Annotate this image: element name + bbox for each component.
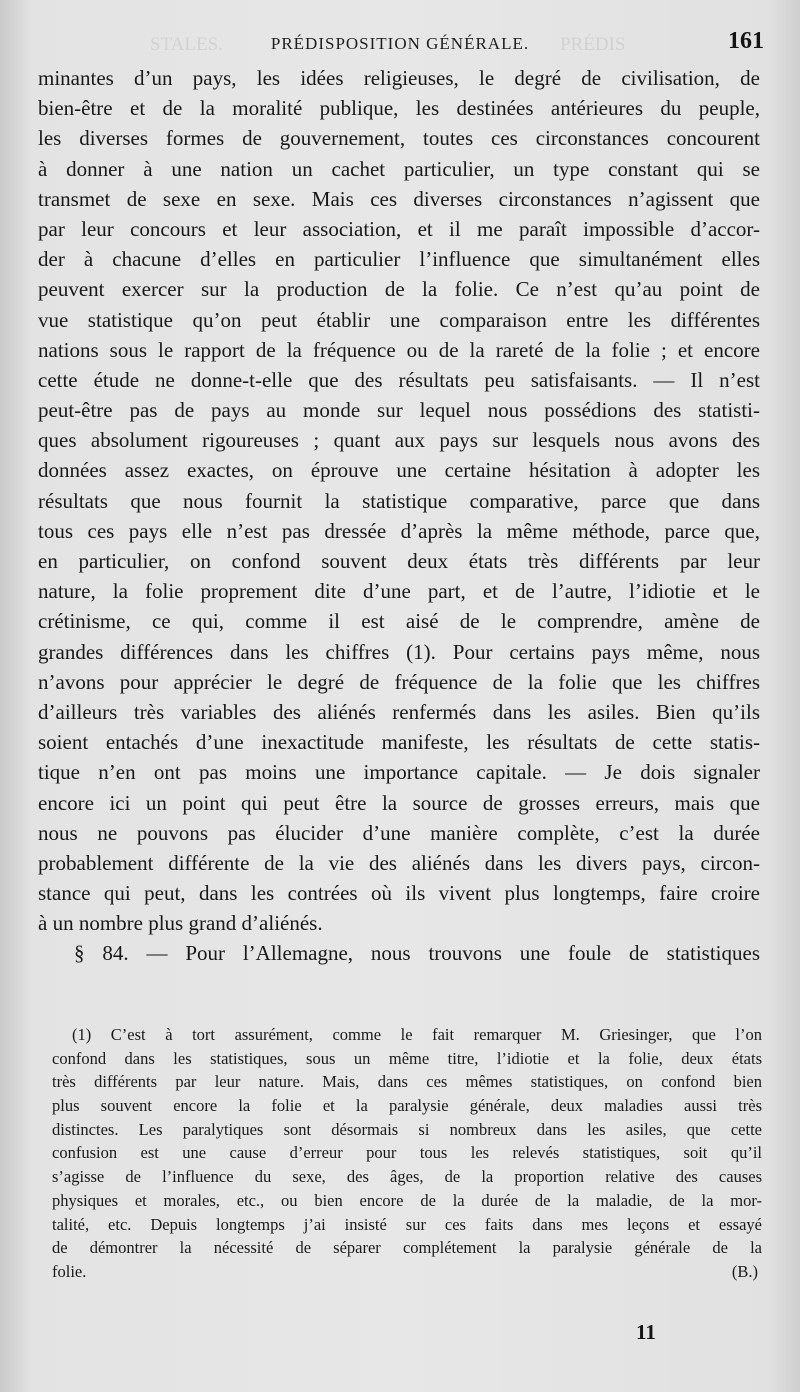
- footnote: [52, 1023, 762, 1284]
- text-line: nous ne pouvons pas élucider d’une manière complète, c’est la durée: [38, 820, 760, 845]
- footnote-line: très différents par leur nature. Mais, dans ces mêmes statistiques, on confond bien: [52, 1072, 762, 1092]
- footnote-line: confond dans les statistiques, sous un même titre, l’idiotie et la folie, deux états: [52, 1048, 762, 1068]
- footnote-line: confusion est une cause d’erreur pour tous les relevés statistiques, soit qu’il: [52, 1143, 762, 1163]
- page-number: 161: [728, 28, 764, 54]
- footnote-line: de démontrer la nécessité de séparer complétement la paralysie générale de la: [52, 1238, 762, 1258]
- page-header: [36, 28, 764, 64]
- text-line: à un nombre plus grand d’aliénés.: [38, 911, 323, 936]
- text-line: nations sous le rapport de la fréquence ou de la rareté de la folie ; et encore: [38, 337, 760, 362]
- footnote-line: plus souvent encore la folie et la paralysie générale, deux maladies aussi très: [52, 1096, 762, 1116]
- footnote-line: folie.: [52, 1261, 87, 1281]
- show-through-text: STALES.: [150, 34, 223, 55]
- text-line: d’ailleurs très variables des aliénés renfermés dans les asiles. Bien qu’ils: [38, 699, 760, 724]
- text-line: peuvent exercer sur la production de la folie. Ce n’est qu’au point de: [38, 277, 760, 302]
- text-line: données assez exactes, on éprouve une certaine hésitation à adopter les: [38, 458, 760, 483]
- footnote-last-line: [52, 1260, 762, 1284]
- text-line: les diverses formes de gouvernement, toutes ces circonstances concourent: [38, 126, 760, 151]
- footnote-attribution: (B.): [731, 1261, 758, 1281]
- show-through-text: PRÉDIS: [560, 34, 626, 55]
- text-line: à donner à une nation un cachet particulier, un type constant qui se: [38, 156, 760, 181]
- text-line: encore ici un point qui peut être la source de grosses erreurs, mais que: [38, 790, 760, 815]
- text-line: soient entachés d’une inexactitude manifeste, les résultats de cette statis-: [38, 730, 760, 755]
- text-line: minantes d’un pays, les idées religieuses, le degré de civilisation, de: [38, 66, 760, 90]
- text-line: crétinisme, ce qui, comme il est aisé de le comprendre, amène de: [38, 609, 760, 634]
- main-text: [38, 63, 760, 969]
- text-line: transmet de sexe en sexe. Mais ces diverses circonstances n’agissent que: [38, 186, 760, 211]
- section-start-line: § 84. — Pour l’Allemagne, nous trouvons une foule de statistiques: [74, 941, 760, 966]
- text-line: probablement différente de la vie des aliénés dans les divers pays, circon-: [38, 850, 760, 875]
- text-line: résultats que nous fournit la statistique comparative, parce que dans: [38, 488, 760, 513]
- text-line: tique n’en ont pas moins une importance capitale. — Je dois signaler: [38, 760, 760, 785]
- footnote-line: distinctes. Les paralytiques sont désormais si nombreux dans les asiles, que cette: [52, 1119, 762, 1139]
- text-line: par leur concours et leur association, et il me paraît impossible d’accor-: [38, 216, 760, 241]
- text-line: bien-être et de la moralité publique, les destinées antérieures du peuple,: [38, 96, 760, 121]
- text-line: en particulier, on confond souvent deux états très différents par leur: [38, 549, 760, 573]
- footnote-line: s’agisse de l’influence du sexe, des âges, de la proportion relative des causes: [52, 1167, 762, 1187]
- footnote-line: talité, etc. Depuis longtemps j’ai insisté sur ces faits dans mes leçons et essayé: [52, 1214, 762, 1234]
- text-line: n’avons pour apprécier le degré de fréquence de la folie que les chiffres: [38, 669, 760, 694]
- signature-mark: 11: [636, 1320, 656, 1344]
- footnote-line: (1) C’est à tort assurément, comme le fait remarquer M. Griesinger, que l’on: [72, 1025, 762, 1044]
- text-line: peut-être pas de pays au monde sur lequel nous possédions des statisti-: [38, 398, 760, 423]
- text-line: ques absolument rigoureuses ; quant aux pays sur lesquels nous avons des: [38, 428, 760, 453]
- text-line: stance qui peut, dans les contrées où ils vivent plus longtemps, faire croire: [38, 881, 760, 906]
- text-line: nature, la folie proprement dite d’une part, et de l’autre, l’idiotie et le: [38, 579, 760, 604]
- text-line: tous ces pays elle n’est pas dressée d’après la même méthode, parce que,: [38, 518, 760, 543]
- text-line: vue statistique qu’on peut établir une comparaison entre les différentes: [38, 307, 760, 332]
- text-line: der à chacune d’elles en particulier l’influence que simultanément elles: [38, 247, 760, 272]
- footnote-line: physiques et morales, etc., ou bien encore de la durée de la maladie, de la mor-: [52, 1190, 762, 1210]
- text-line: grandes différences dans les chiffres (1). Pour certains pays même, nous: [38, 639, 760, 664]
- text-line: cette étude ne donne-t-elle que des résultats peu satisfaisants. — Il n’est: [38, 367, 760, 392]
- running-title: PRÉDISPOSITION GÉNÉRALE.: [270, 34, 530, 53]
